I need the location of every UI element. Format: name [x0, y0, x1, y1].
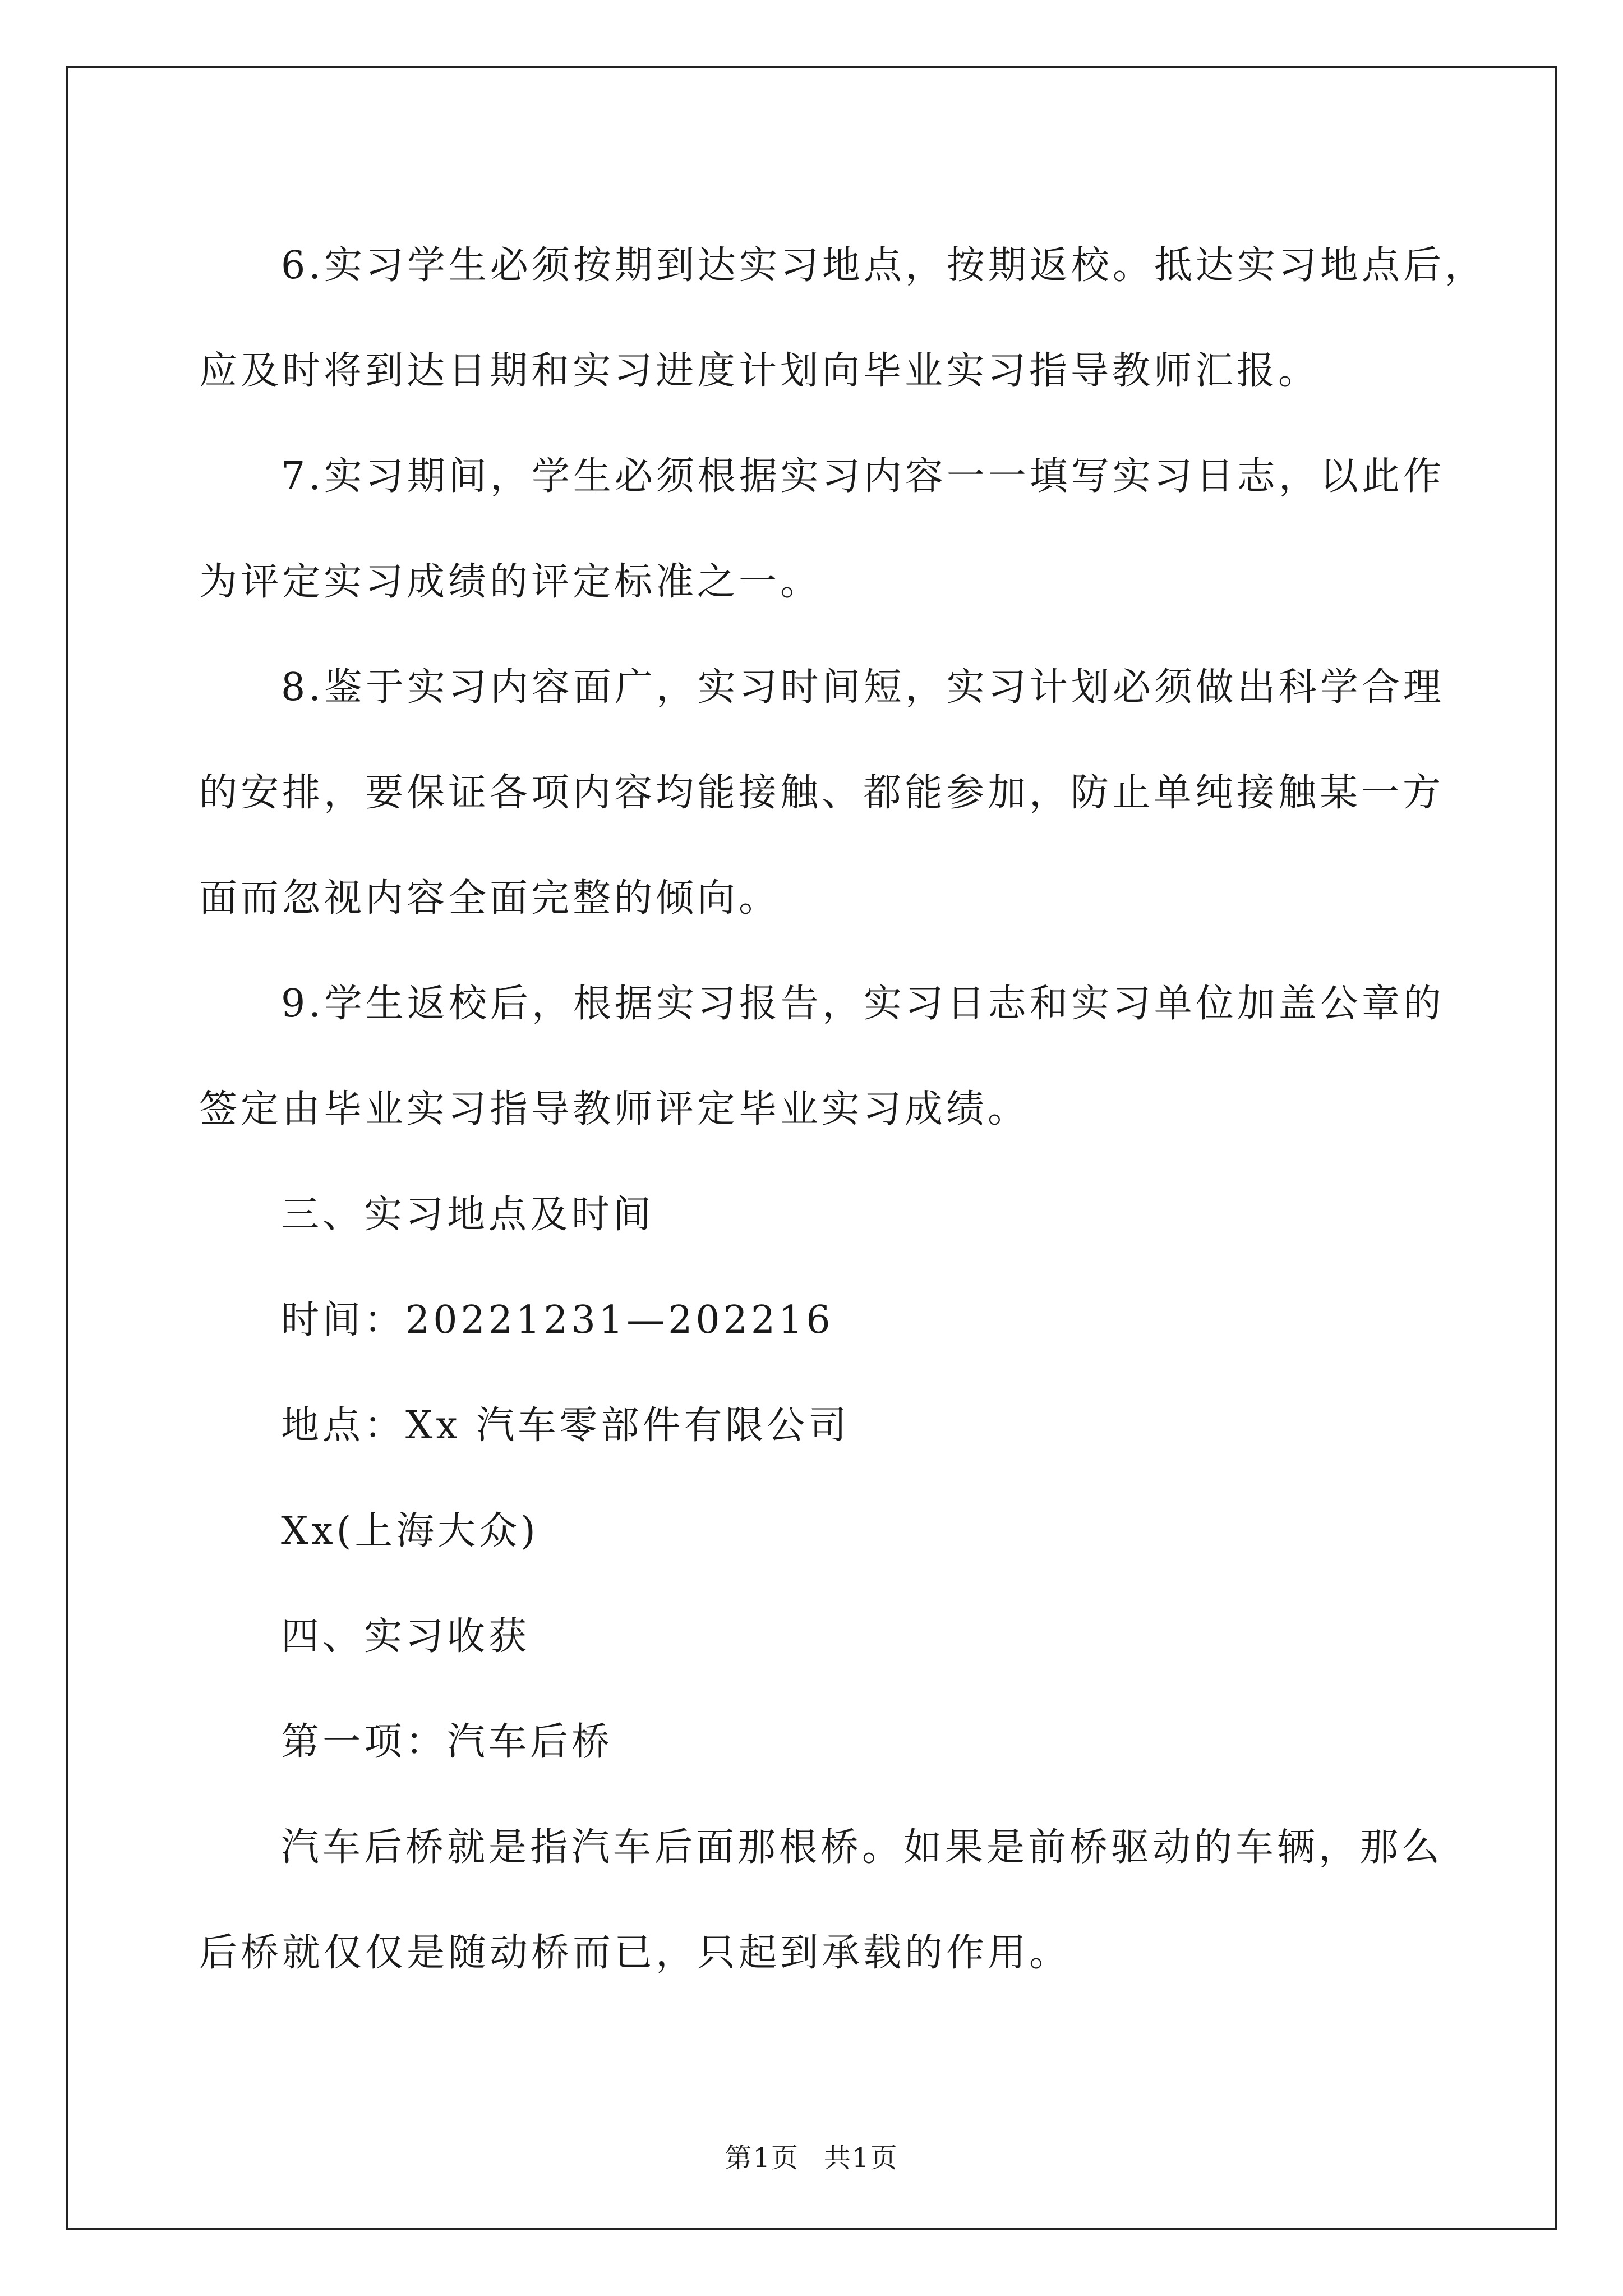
- company-line: [199, 1479, 1427, 1584]
- text-line: 面而忽视内容全面完整的倾向。: [199, 876, 781, 921]
- paragraph-item-9: [199, 951, 1445, 1162]
- paragraph-rear-axle: [199, 1795, 1444, 2006]
- text-line: 三、实习地点及时间: [281, 1193, 655, 1237]
- text-line: 9.学生返校后，根据实习报告，实习日志和实习单位加盖公章的: [281, 982, 1445, 1026]
- text-line: 时间：20221231—202216: [281, 1298, 834, 1342]
- text-line: 6.实习学生必须按期到达实习地点，按期返校。抵达实习地点后，: [281, 243, 1486, 288]
- location-line: [199, 1373, 1427, 1479]
- text-line: 后桥就仅仅是随动桥而已，只起到承载的作用。: [199, 1931, 1071, 1975]
- paragraph-item-7: [199, 424, 1445, 635]
- section-heading-gains: [199, 1584, 1427, 1690]
- text-line: 为评定实习成绩的评定标准之一。: [199, 560, 822, 604]
- page-total: 共1页: [824, 2142, 898, 2174]
- text-line: 签定由毕业实习指导教师评定毕业实习成绩。: [199, 1087, 1030, 1131]
- section-heading-location-time: [199, 1162, 1427, 1268]
- text-line: 8.鉴于实习内容面广，实习时间短，实习计划必须做出科学合理: [281, 665, 1445, 710]
- paragraph-item-8: [199, 635, 1445, 951]
- time-line: [199, 1268, 1427, 1373]
- page-number: 第1页: [725, 2142, 799, 2174]
- text-line: 的安排，要保证各项内容均能接触、都能参加，防止单纯接触某一方: [199, 771, 1445, 815]
- text-line: Xx(上海大众): [281, 1509, 539, 1553]
- text-line: 应及时将到达日期和实习进度计划向毕业实习指导教师汇报。: [199, 349, 1320, 393]
- page-footer: [0, 2136, 1623, 2175]
- subsection-heading-rear-axle: [199, 1690, 1427, 1795]
- paragraph-item-6: [199, 213, 1486, 424]
- document-body: [199, 213, 1486, 2006]
- text-line: 四、实习收获: [281, 1614, 531, 1659]
- text-line: 汽车后桥就是指汽车后面那根桥。如果是前桥驱动的车辆，那么: [281, 1825, 1444, 1870]
- text-line: 第一项：汽车后桥: [281, 1720, 614, 1764]
- text-line: 地点：Xx 汽车零部件有限公司: [281, 1404, 850, 1448]
- text-line: 7.实习期间，学生必须根据实习内容一一填写实习日志，以此作: [281, 454, 1445, 499]
